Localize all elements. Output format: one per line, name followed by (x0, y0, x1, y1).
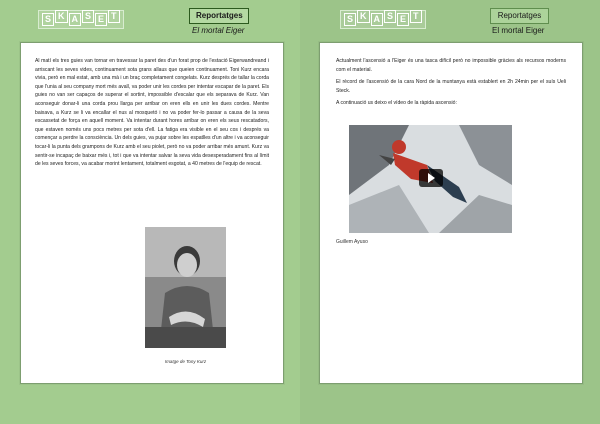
portrait-photo (145, 227, 226, 348)
play-icon[interactable] (419, 169, 443, 187)
section-label: Reportatges (189, 8, 249, 24)
skaset-logo (38, 10, 124, 29)
skaset-logo (340, 10, 426, 29)
logo-letter: S (42, 13, 54, 26)
logo-letter: S (344, 13, 356, 26)
article-subtitle: El mortal Eiger (192, 26, 245, 35)
logo-letter: E (95, 13, 107, 26)
logo-letter: E (397, 13, 409, 26)
logo-letter: K (357, 10, 370, 23)
paragraph: A continuació us deixo el vídeo de la ràpida ascensió: (336, 100, 457, 107)
logo-letter: S (384, 10, 396, 23)
portrait-photo-image (145, 227, 226, 348)
photo-caption: Imatge de Tony Kurz (164, 359, 207, 364)
article-author: Guillem Ayuso (336, 239, 368, 245)
video-player[interactable] (349, 125, 512, 233)
logo-letter: T (410, 10, 422, 23)
article-body (336, 57, 566, 112)
article-body (35, 57, 269, 173)
paragraph: Al matí els tres guies van tornar en travessar la paret des d'un forat prop de l'estació Eigerwandreand i arriscant les seves vides, continuament sota grans allaus que queien continuament. Toni Kurz encara vivia, però en mal estat, amb una mà i un braç completament congelats. Kurz després de tallar la corda que l'unia al seu company mort més avall, va poder unir les cordes per intentar escapar de la paret. Els guies no van ser capaços de superar el sortint, impossible d'escalar que els separava de Kurz. Van aconseguir donar-li una corda prou llarga per arribar on eren ells en unir les dues cordes. Mentre baixava, a Kurz se li va encallar el nus al mosquetó i no va poder fer-lo passar a causa de la seva escassetat de força en aquell moment. Va intentar durant hores arribar on eren els seus rescatadors, que estaven només uns pocs metres per sota d'ell. La fatiga era visible en el seu cos i després va començar a perdre la consciència. Un dels guies, va pujar sobre les espatlles d'un altre i va aconseguir tocar-li la punta dels grampons de Kurz amb el seu piolet, però no va poder arribar més amunt. Kurz va sentir-se incapaç de baixar més i, tot i que va intentar salvar la seva vida desesperadament fins al límit de les seves forces, va acabar morint lentament, totalment esgotat, a 40 metres de l'equip de rescat. (35, 58, 269, 168)
paragraph: Actualment l'ascensió a l'Eiger és una tasca difícil però no impossible gràcies als recursos moderns com el material. (336, 58, 566, 73)
left-page-sheet (20, 42, 284, 384)
paragraph: El rècord de l'ascensió de la cara Nord de la muntanya està establert en 2h 24min per el suís Ueli Steck. (336, 79, 566, 94)
logo-letter: S (82, 10, 94, 23)
logo-letter: A (371, 13, 384, 26)
logo-letter: T (108, 10, 120, 23)
article-subtitle: El mortal Eiger (492, 26, 545, 35)
right-half (300, 0, 600, 424)
logo-letter: A (69, 13, 82, 26)
section-label: Reportatges (490, 8, 549, 24)
right-page-sheet (319, 42, 583, 384)
logo-letter: K (55, 10, 68, 23)
